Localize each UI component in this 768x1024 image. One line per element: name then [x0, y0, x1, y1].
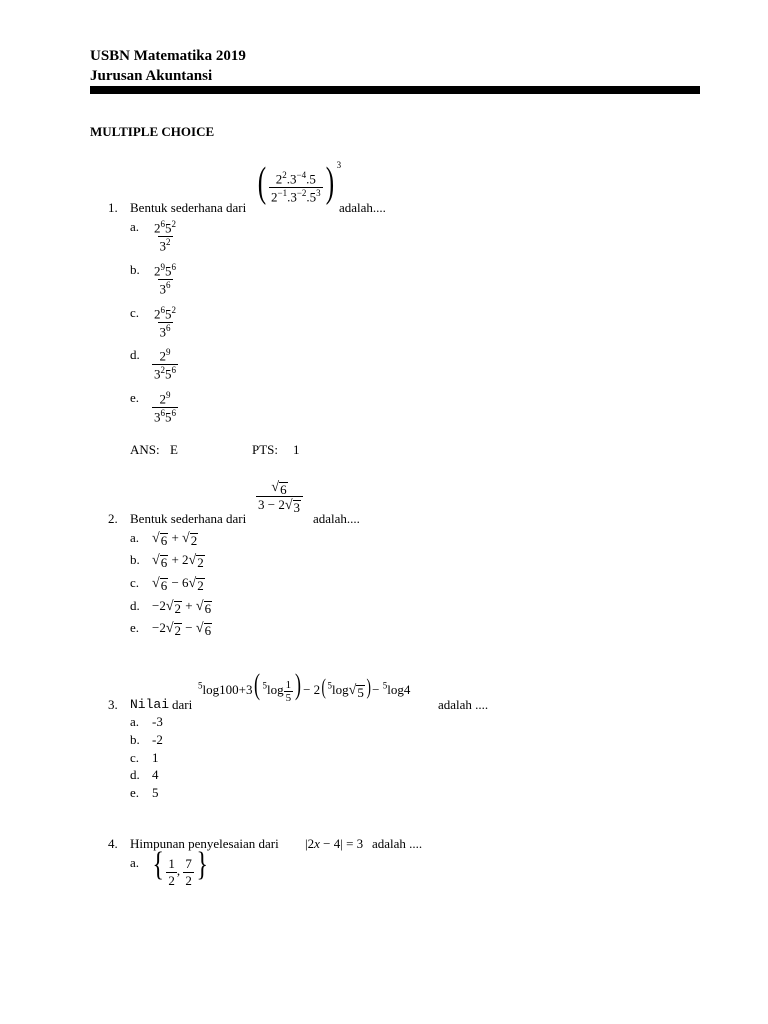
q1-pts-value: 1	[293, 442, 300, 457]
q3-stem: Nilai	[130, 697, 170, 712]
q1-suffix: adalah....	[339, 200, 386, 215]
q3-option-e-letter: e.	[130, 785, 140, 800]
q3-dari: dari	[172, 697, 193, 712]
q2-option-c-letter: c.	[130, 575, 140, 590]
q1-option-b-letter: b.	[130, 262, 140, 277]
q2-option-d[interactable]: −2 √ 2 + √ 6	[152, 598, 212, 616]
q1-stem: Bentuk sederhana dari	[130, 200, 247, 215]
q1-ans-label: ANS:	[130, 442, 160, 457]
header-rule	[90, 86, 700, 94]
q3-option-a[interactable]: -3	[152, 714, 163, 729]
q3-option-b[interactable]: -2	[152, 732, 163, 747]
q2-option-a[interactable]: √ 6 + √ 2	[152, 530, 198, 548]
q4-option-a[interactable]: { $\frac{1}{2}$ , $\frac{7}{2}$ }	[152, 846, 208, 888]
q1-expression: ( $\frac{2^2.3^{-4}.5}{2^{-1}.3^{-2}.5^3}$ ) $^3$	[257, 160, 342, 206]
q3-expression: $^5$log100+3( $^5$log $\frac{1}{5}$ ) − 2($^5$log √ 5 )− $^5$log4	[198, 668, 411, 704]
q2-number: 2.	[108, 511, 118, 526]
q1-ans-value: E	[170, 442, 178, 457]
q3-option-c[interactable]: 1	[152, 750, 159, 765]
q1-option-c-letter: c.	[130, 305, 140, 320]
q4-number: 4.	[108, 836, 118, 851]
q3-option-b-letter: b.	[130, 732, 140, 747]
q2-option-e[interactable]: −2 √ 2 − √ 6	[152, 620, 212, 638]
q1-option-b[interactable]: $\frac{2^95^6}{3^6}$	[154, 262, 176, 297]
q1-number: 1.	[108, 200, 118, 215]
q1-option-d-letter: d.	[130, 347, 140, 362]
q2-option-b-letter: b.	[130, 552, 140, 567]
q1-option-e[interactable]: $\frac{2^9}{3^65^6}$	[154, 390, 176, 425]
q2-expression: √ 6 3 − 2 √ 3	[256, 479, 303, 514]
document-title: USBN Matematika 2019	[90, 48, 246, 64]
q2-stem: Bentuk sederhana dari	[130, 511, 247, 526]
q3-option-a-letter: a.	[130, 714, 140, 729]
q2-option-d-letter: d.	[130, 598, 140, 613]
q1-option-e-letter: e.	[130, 390, 140, 405]
q3-option-e[interactable]: 5	[152, 785, 159, 800]
q3-option-c-letter: c.	[130, 750, 140, 765]
q3-number: 3.	[108, 697, 118, 712]
document-subtitle: Jurusan Akuntansi	[90, 68, 213, 84]
q1-option-d[interactable]: $\frac{2^9}{3^25^6}$	[154, 347, 176, 382]
q4-expression: |2x − 4| = 3	[305, 836, 364, 851]
q2-suffix: adalah....	[313, 511, 360, 526]
section-title: MULTIPLE CHOICE	[90, 124, 215, 139]
q2-option-c[interactable]: √ 6 − 6 √ 2	[152, 575, 204, 593]
q4-suffix: adalah ....	[372, 836, 423, 851]
q2-option-a-letter: a.	[130, 530, 140, 545]
q4-stem: Himpunan penyelesaian dari	[130, 836, 279, 851]
q1-option-a-letter: a.	[130, 219, 140, 234]
q2-option-b[interactable]: √ 6 + 2 √ 2	[152, 552, 204, 570]
q2-option-e-letter: e.	[130, 620, 140, 635]
q3-option-d-letter: d.	[130, 767, 140, 782]
q4-option-a-letter: a.	[130, 855, 140, 870]
q3-option-d[interactable]: 4	[152, 767, 159, 782]
q1-pts-label: PTS:	[252, 442, 279, 457]
q3-suffix: adalah ....	[438, 697, 489, 712]
q1-option-a[interactable]: $\frac{2^65^2}{3^2}$	[154, 219, 176, 254]
q1-option-c[interactable]: $\frac{2^65^2}{3^6}$	[154, 305, 176, 340]
